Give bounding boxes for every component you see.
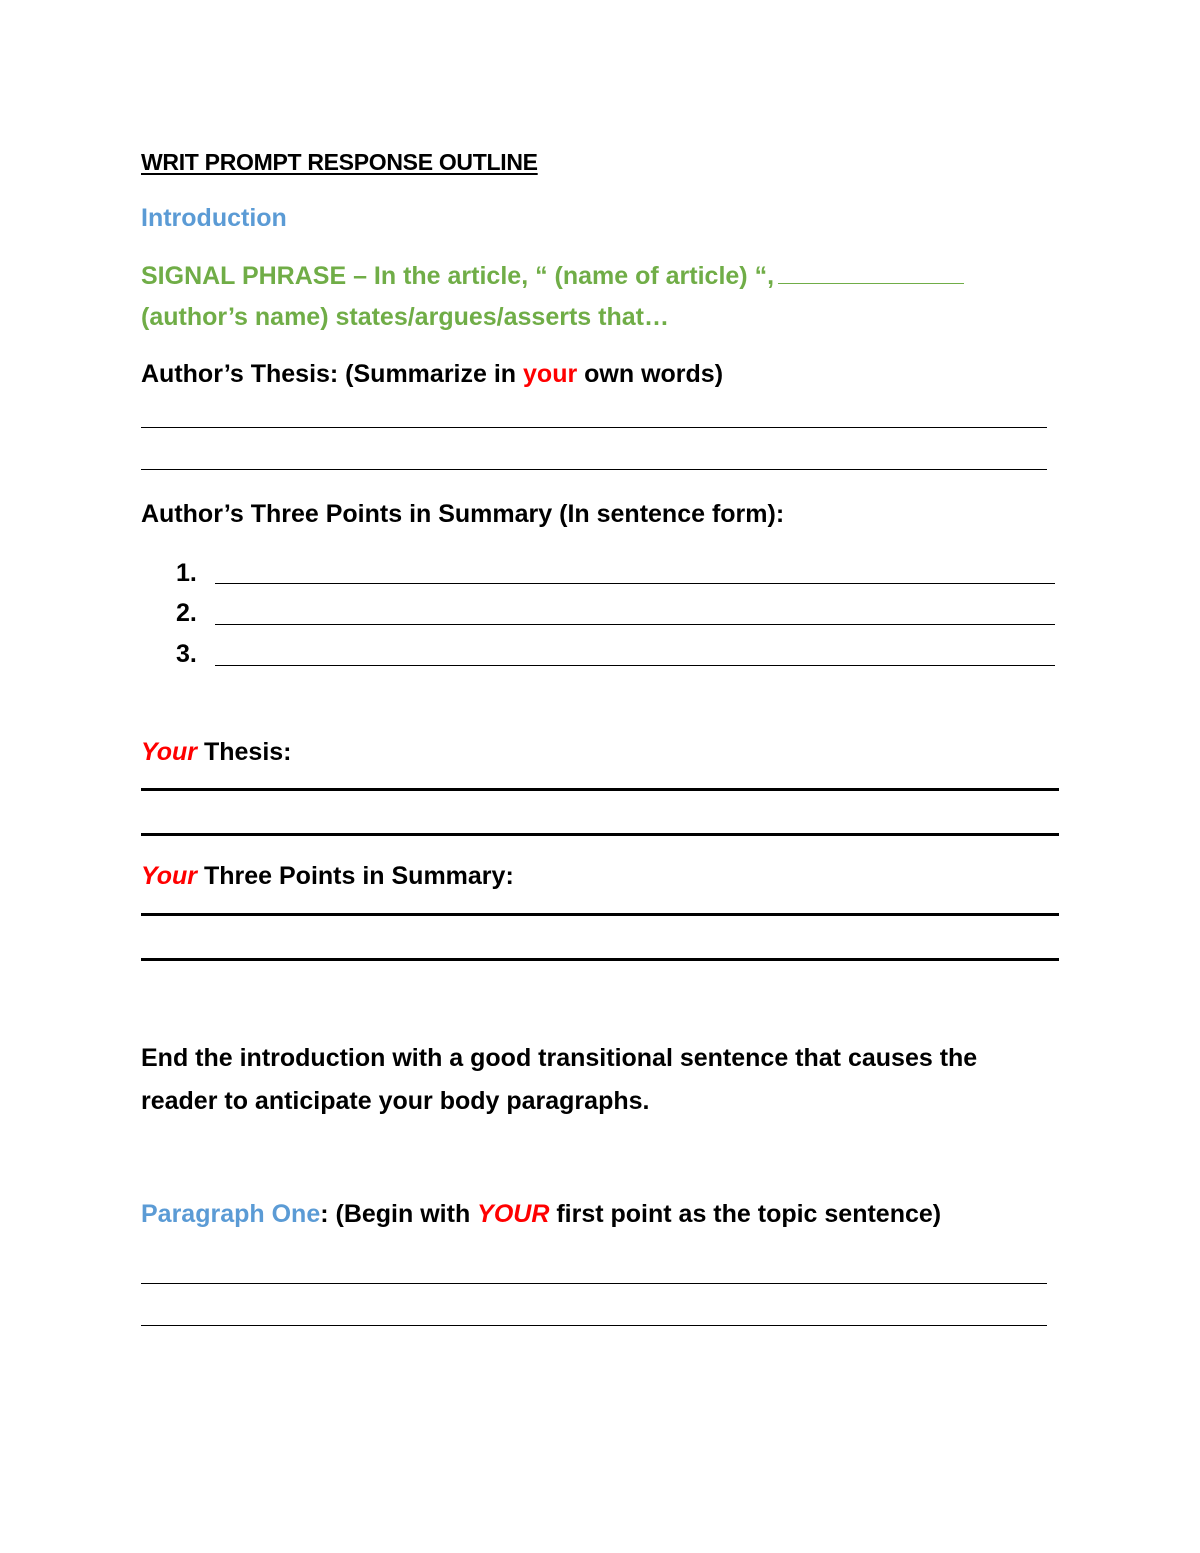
your-points-emphasis: Your [141,862,198,890]
author-point-blank-1[interactable] [215,583,1055,584]
your-thesis-blank-line-1[interactable] [141,788,1059,791]
paragraph-one-heading: Paragraph One [141,1200,321,1228]
author-point-number-2: 2. [176,599,197,627]
paragraph-one-label [141,1198,941,1230]
author-point-number-3: 3. [176,640,197,668]
your-thesis-text: Thesis: [197,738,292,766]
paragraph-one-blank-line-2[interactable] [141,1325,1047,1326]
author-name-blank[interactable] [778,261,964,284]
your-points-blank-line-1[interactable] [141,913,1059,916]
paragraph-one-colon: : (Begin with [320,1200,478,1228]
author-point-blank-3[interactable] [215,665,1055,666]
signal-phrase-line-2: (author’s name) states/argues/asserts that… [141,303,669,331]
your-points-label [141,860,514,892]
author-thesis-blank-line-1[interactable] [141,427,1047,428]
author-thesis-text: Author’s Thesis: (Summarize in [141,360,524,388]
author-thesis-emphasis: your [523,360,578,388]
author-point-number-1: 1. [176,559,197,587]
paragraph-one-rest: first point as the topic sentence) [549,1200,942,1228]
closing-instruction-line-1: End the introduction with a good transitional sentence that causes the [141,1044,978,1072]
author-points-label: Author’s Three Points in Summary (In sentence form): [141,500,785,528]
your-thesis-blank-line-2[interactable] [141,833,1059,836]
your-thesis-emphasis: Your [141,738,198,766]
document-title: WRIT PROMPT RESPONSE OUTLINE [141,149,538,175]
paragraph-one-emphasis: YOUR [477,1200,550,1228]
author-point-blank-2[interactable] [215,624,1055,625]
your-points-text: Three Points in Summary: [197,862,514,890]
signal-phrase-line-1 [141,260,964,292]
introduction-heading: Introduction [141,204,287,232]
paragraph-one-blank-line-1[interactable] [141,1283,1047,1284]
your-thesis-label [141,736,292,768]
author-thesis-blank-line-2[interactable] [141,469,1047,470]
your-points-blank-line-2[interactable] [141,958,1059,961]
author-thesis-text-end: own words) [577,360,724,388]
author-thesis-label [141,358,723,390]
closing-instruction-line-2: reader to anticipate your body paragraphs. [141,1087,650,1115]
signal-phrase-text: SIGNAL PHRASE – In the article, “ (name of article) “, [141,262,775,290]
